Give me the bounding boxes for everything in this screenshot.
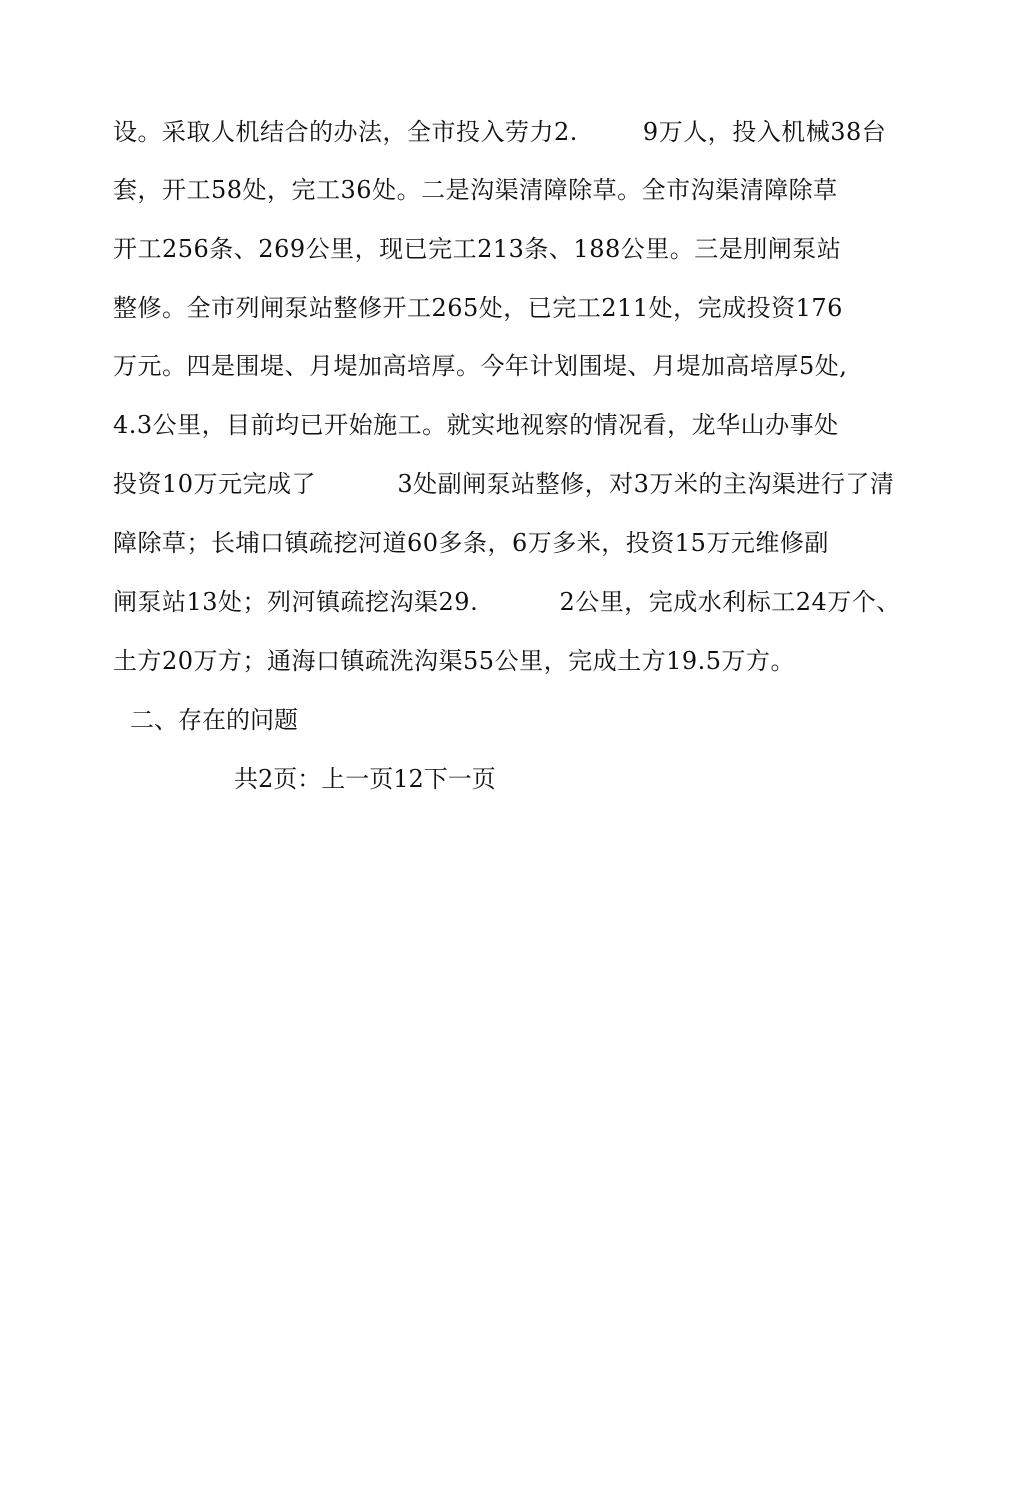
paragraph-line: 开工256条、269公里，现已完工213条、188公里。三是刖闸泵站 — [113, 235, 842, 263]
pagination-text[interactable]: 共2页：上一页12下一页 — [234, 765, 496, 793]
paragraph-line: 闸泵站13处；列河镇疏挖沟渠29. 2公里，完成水利标工24万个、 — [113, 588, 901, 616]
paragraph-line: 障除草；长埔口镇疏挖河道60多条，6万多米，投资15万元维修副 — [113, 529, 829, 557]
paragraph-line: 投资10万元完成了 3处副闸泵站整修，对3万米的主沟渠进行了清 — [113, 470, 895, 498]
paragraph-line: 设。采取人机结合的办法，全市投入劳力2. 9万人，投入机械38台 — [113, 118, 887, 146]
paragraph-line: 万元。四是围堤、月堤加高培厚。今年计划围堤、月堤加高培厚5处, — [113, 352, 848, 380]
paragraph-line: 4.3公里，目前均已开始施工。就实地视察的情况看，龙华山办事处 — [113, 411, 839, 439]
section-heading: 二、存在的问题 — [130, 706, 298, 734]
paragraph-line: 套，开工58处，完工36处。二是沟渠清障除草。全市沟渠清障除草 — [113, 176, 838, 204]
paragraph-line: 整修。全市列闸泵站整修开工265处，已完工211处，完成投资176 — [113, 294, 843, 322]
paragraph-line: 土方20万方；通海口镇疏洗沟渠55公里，完成土方19.5万方。 — [113, 647, 796, 675]
